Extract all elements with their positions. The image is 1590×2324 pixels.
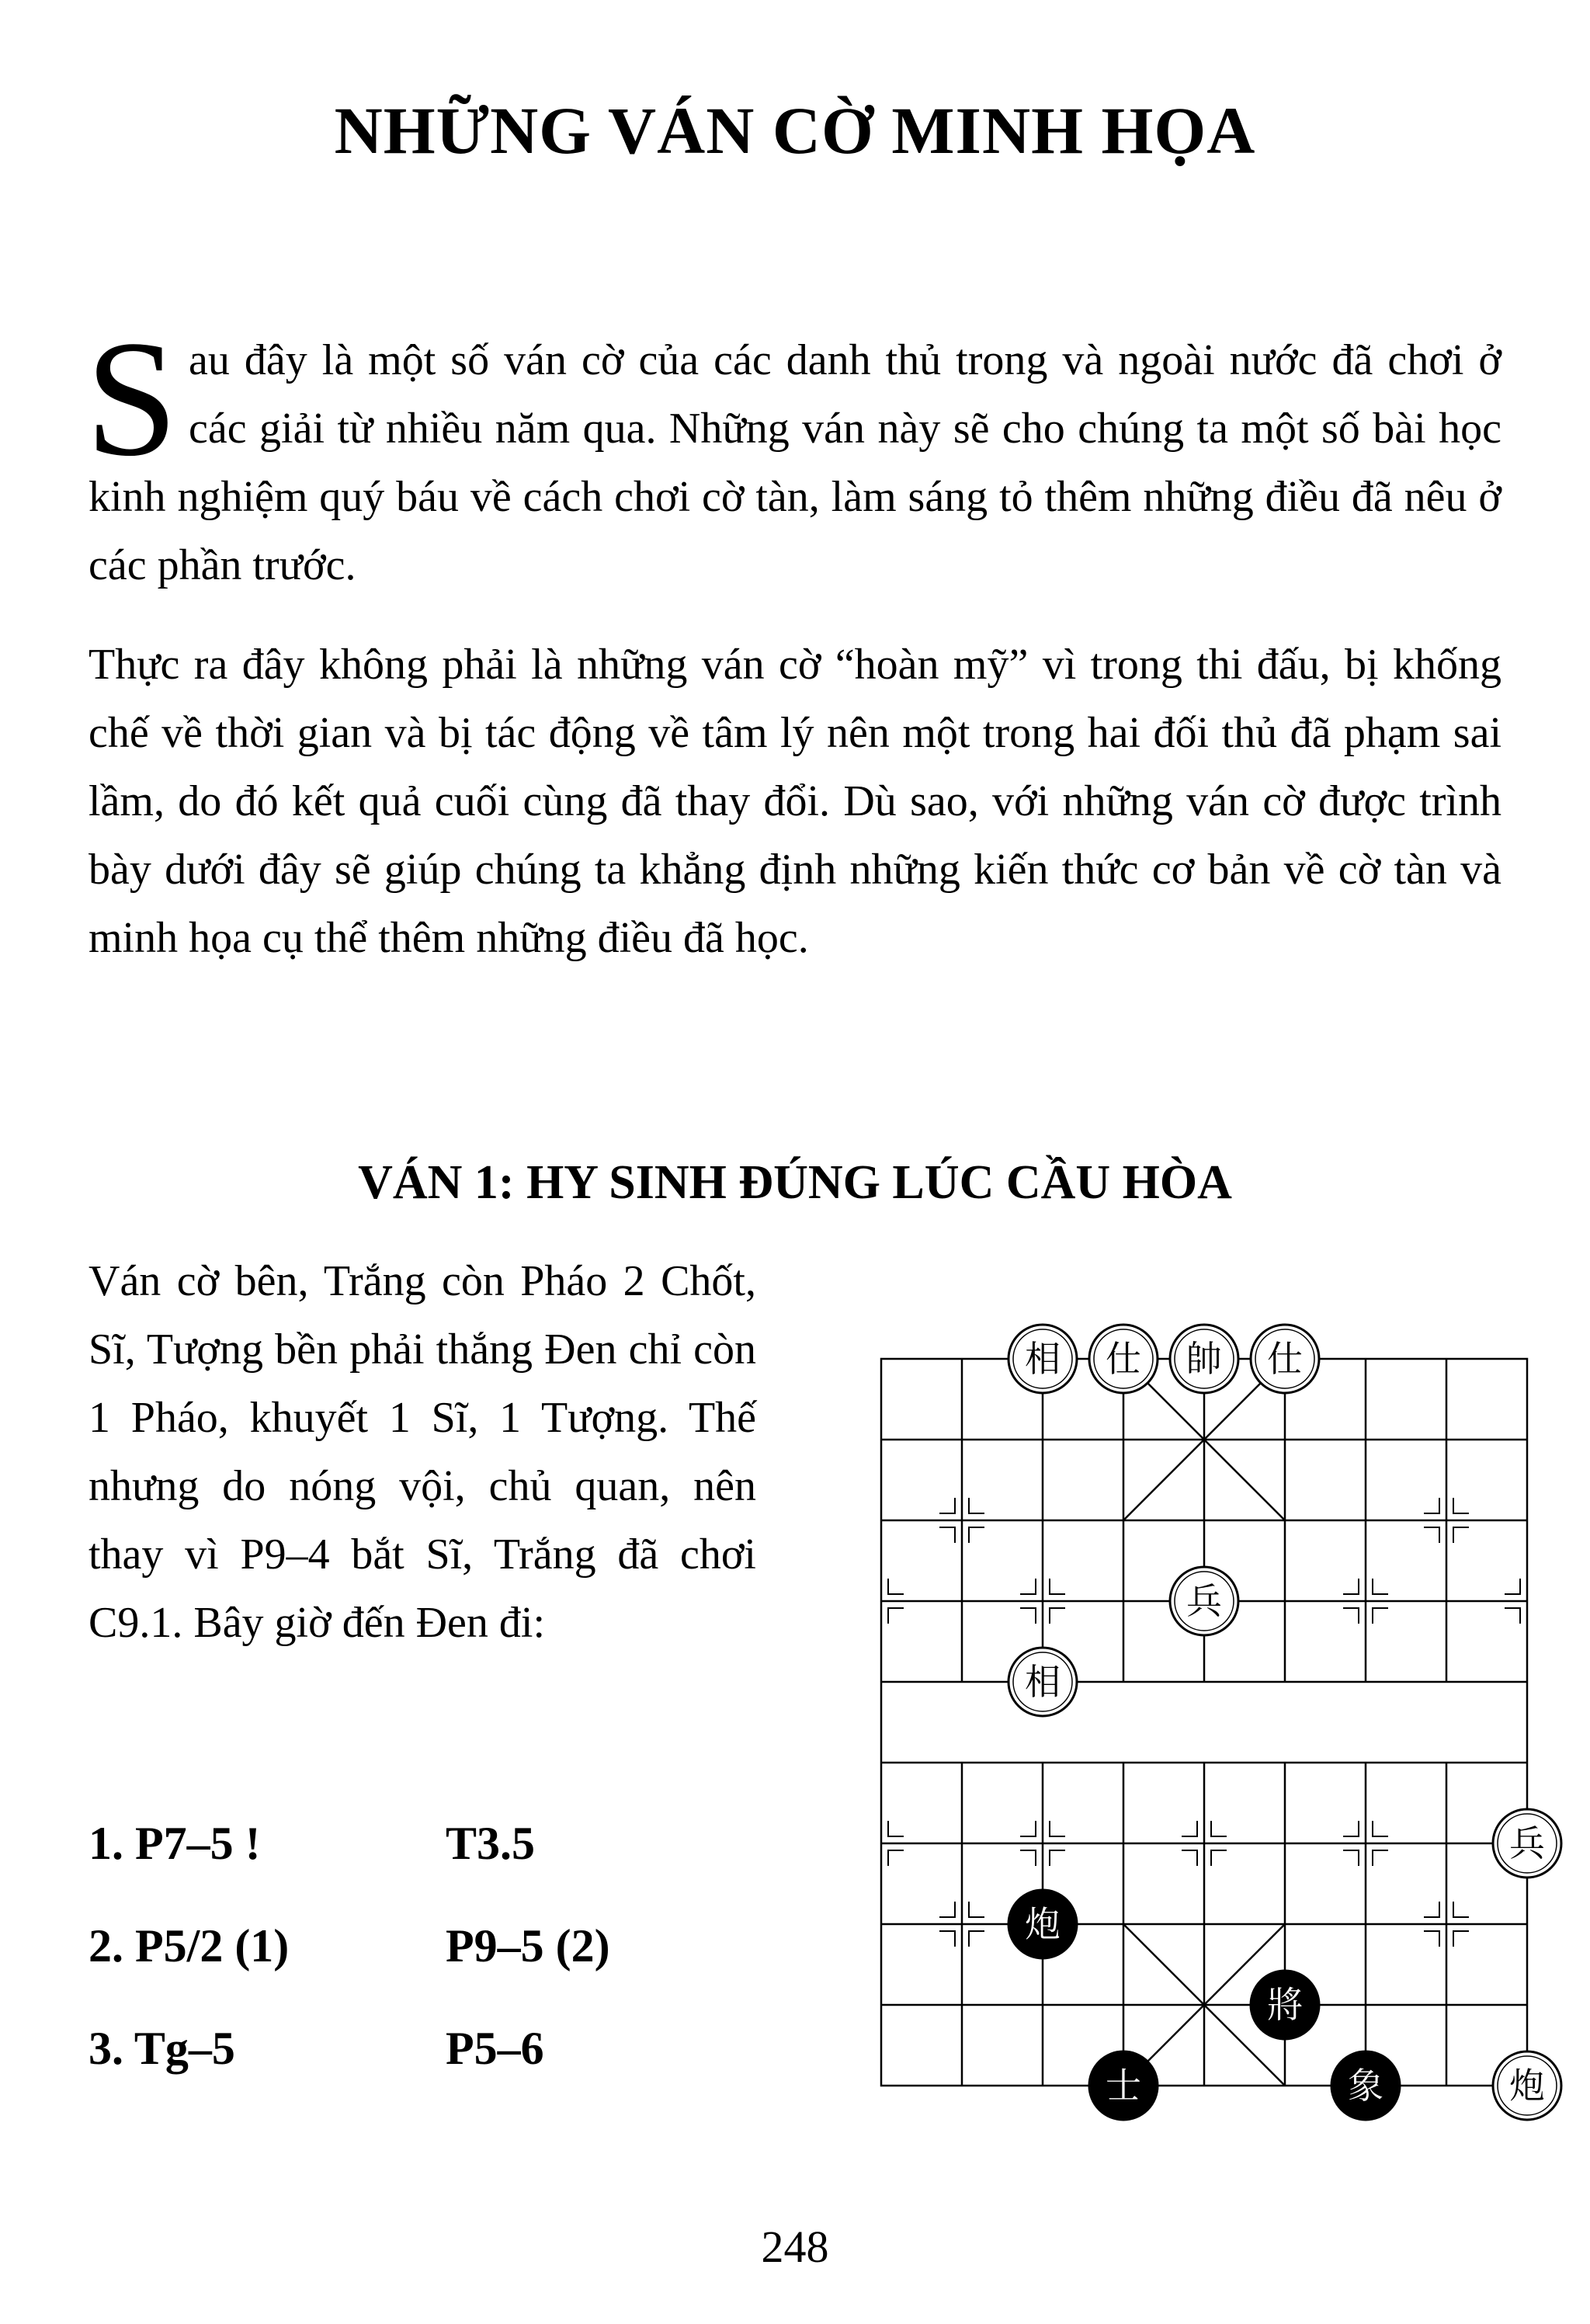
position-marker — [888, 1821, 904, 1836]
position-marker — [969, 1527, 984, 1543]
position-marker — [1424, 1527, 1439, 1543]
position-marker — [1211, 1850, 1227, 1866]
move-white: 2. P5/2 (1) — [89, 1920, 290, 1971]
position-marker — [1182, 1821, 1197, 1836]
position-marker — [1424, 1931, 1439, 1947]
piece-label: 帥 — [1186, 1338, 1222, 1380]
position-marker — [1182, 1850, 1197, 1866]
position-marker — [939, 1498, 955, 1513]
move-black: T3.5 — [446, 1818, 536, 1869]
piece-label: 兵 — [1186, 1580, 1222, 1622]
page-title: NHỮNG VÁN CỜ MINH HỌA — [334, 93, 1256, 168]
position-marker — [1050, 1850, 1065, 1866]
piece-label: 象 — [1348, 2065, 1383, 2107]
position-marker — [1343, 1579, 1359, 1594]
position-marker — [1453, 1527, 1469, 1543]
position-marker — [1050, 1821, 1065, 1836]
position-marker — [939, 1931, 955, 1947]
position-marker — [1373, 1821, 1388, 1836]
position-marker — [1050, 1579, 1065, 1594]
position-marker — [888, 1579, 904, 1594]
position-marker — [1020, 1579, 1036, 1594]
move-black: P5–6 — [446, 2023, 544, 2074]
piece-label: 仕 — [1267, 1338, 1303, 1380]
move-black: P9–5 (2) — [446, 1920, 610, 1971]
piece-label: 相 — [1025, 1661, 1061, 1703]
piece-label: 相 — [1025, 1338, 1061, 1380]
piece-label: 仕 — [1106, 1338, 1141, 1380]
move-white: 1. P7–5 ! — [89, 1818, 261, 1869]
position-marker — [1373, 1850, 1388, 1866]
position-marker — [1343, 1608, 1359, 1624]
piece-label: 炮 — [1509, 2065, 1545, 2107]
move-white: 3. Tg–5 — [89, 2023, 235, 2074]
position-marker — [1424, 1902, 1439, 1917]
position-marker — [1211, 1821, 1227, 1836]
position-marker — [969, 1902, 984, 1917]
position-marker — [1453, 1498, 1469, 1513]
position-marker — [1424, 1498, 1439, 1513]
game-heading: VÁN 1: HY SINH ĐÚNG LÚC CẦU HÒA — [358, 1156, 1232, 1209]
position-marker — [1020, 1850, 1036, 1866]
position-marker — [1373, 1608, 1388, 1624]
position-marker — [1020, 1608, 1036, 1624]
position-marker — [1453, 1902, 1469, 1917]
piece-label: 兵 — [1509, 1822, 1545, 1864]
xiangqi-board-diagram — [807, 1235, 1545, 2107]
position-marker — [1505, 1608, 1520, 1624]
position-marker — [1020, 1821, 1036, 1836]
position-marker — [1373, 1579, 1388, 1594]
position-marker — [1050, 1608, 1065, 1624]
position-marker — [1505, 1579, 1520, 1594]
position-marker — [939, 1902, 955, 1917]
piece-label: 炮 — [1025, 1903, 1061, 1945]
intro-paragraph-2: Thực ra đây không phải là những ván cờ “hoàn mỹ” vì trong thi đấu, bị khống chế về thời gian và bị tác động về tâm lý nên một trong hai đối thủ đã phạm sai lầm, do đó kết quả cuối cùng đã thay đổi. Dù sao, với những ván cờ được trình bày dưới đây sẽ giúp chúng ta khẳng định những kiến thức cơ bản về cờ tàn và minh họa cụ thể thêm những điều đã học. — [89, 641, 1501, 962]
intro-paragraph-1-text: au đây là một số ván cờ của các danh thủ trong và ngoài nước đã chơi ở các giải từ nhiều năm qua. Những ván này sẽ cho chúng ta một số bài học kinh nghiệm quý báu về cách chơi cờ tàn, làm sáng tỏ thêm những điều đã nêu ở các phần trước. — [89, 336, 1501, 589]
position-marker — [1453, 1931, 1469, 1947]
game-description: Ván cờ bên, Trắng còn Pháo 2 Chốt, Sĩ, Tượng bền phải thắng Đen chỉ còn 1 Pháo, khuyết 1 Sĩ, 1 Tượng. Thế nhưng do nóng vội, chủ quan, nên thay vì P9–4 bắt Sĩ, Trắng đã chơi C9.1. Bây giờ đến Đen đi: — [89, 1257, 756, 1647]
intro-paragraph-1 — [85, 307, 1501, 599]
position-marker — [888, 1608, 904, 1624]
position-marker — [888, 1850, 904, 1866]
position-marker — [939, 1527, 955, 1543]
position-marker — [1343, 1850, 1359, 1866]
position-marker — [1343, 1821, 1359, 1836]
piece-label: 將 — [1267, 1984, 1303, 2026]
position-marker — [969, 1498, 984, 1513]
position-marker — [969, 1931, 984, 1947]
piece-label: 士 — [1106, 2065, 1141, 2107]
page-number: 248 — [761, 2222, 829, 2272]
drop-cap: S — [85, 307, 179, 491]
